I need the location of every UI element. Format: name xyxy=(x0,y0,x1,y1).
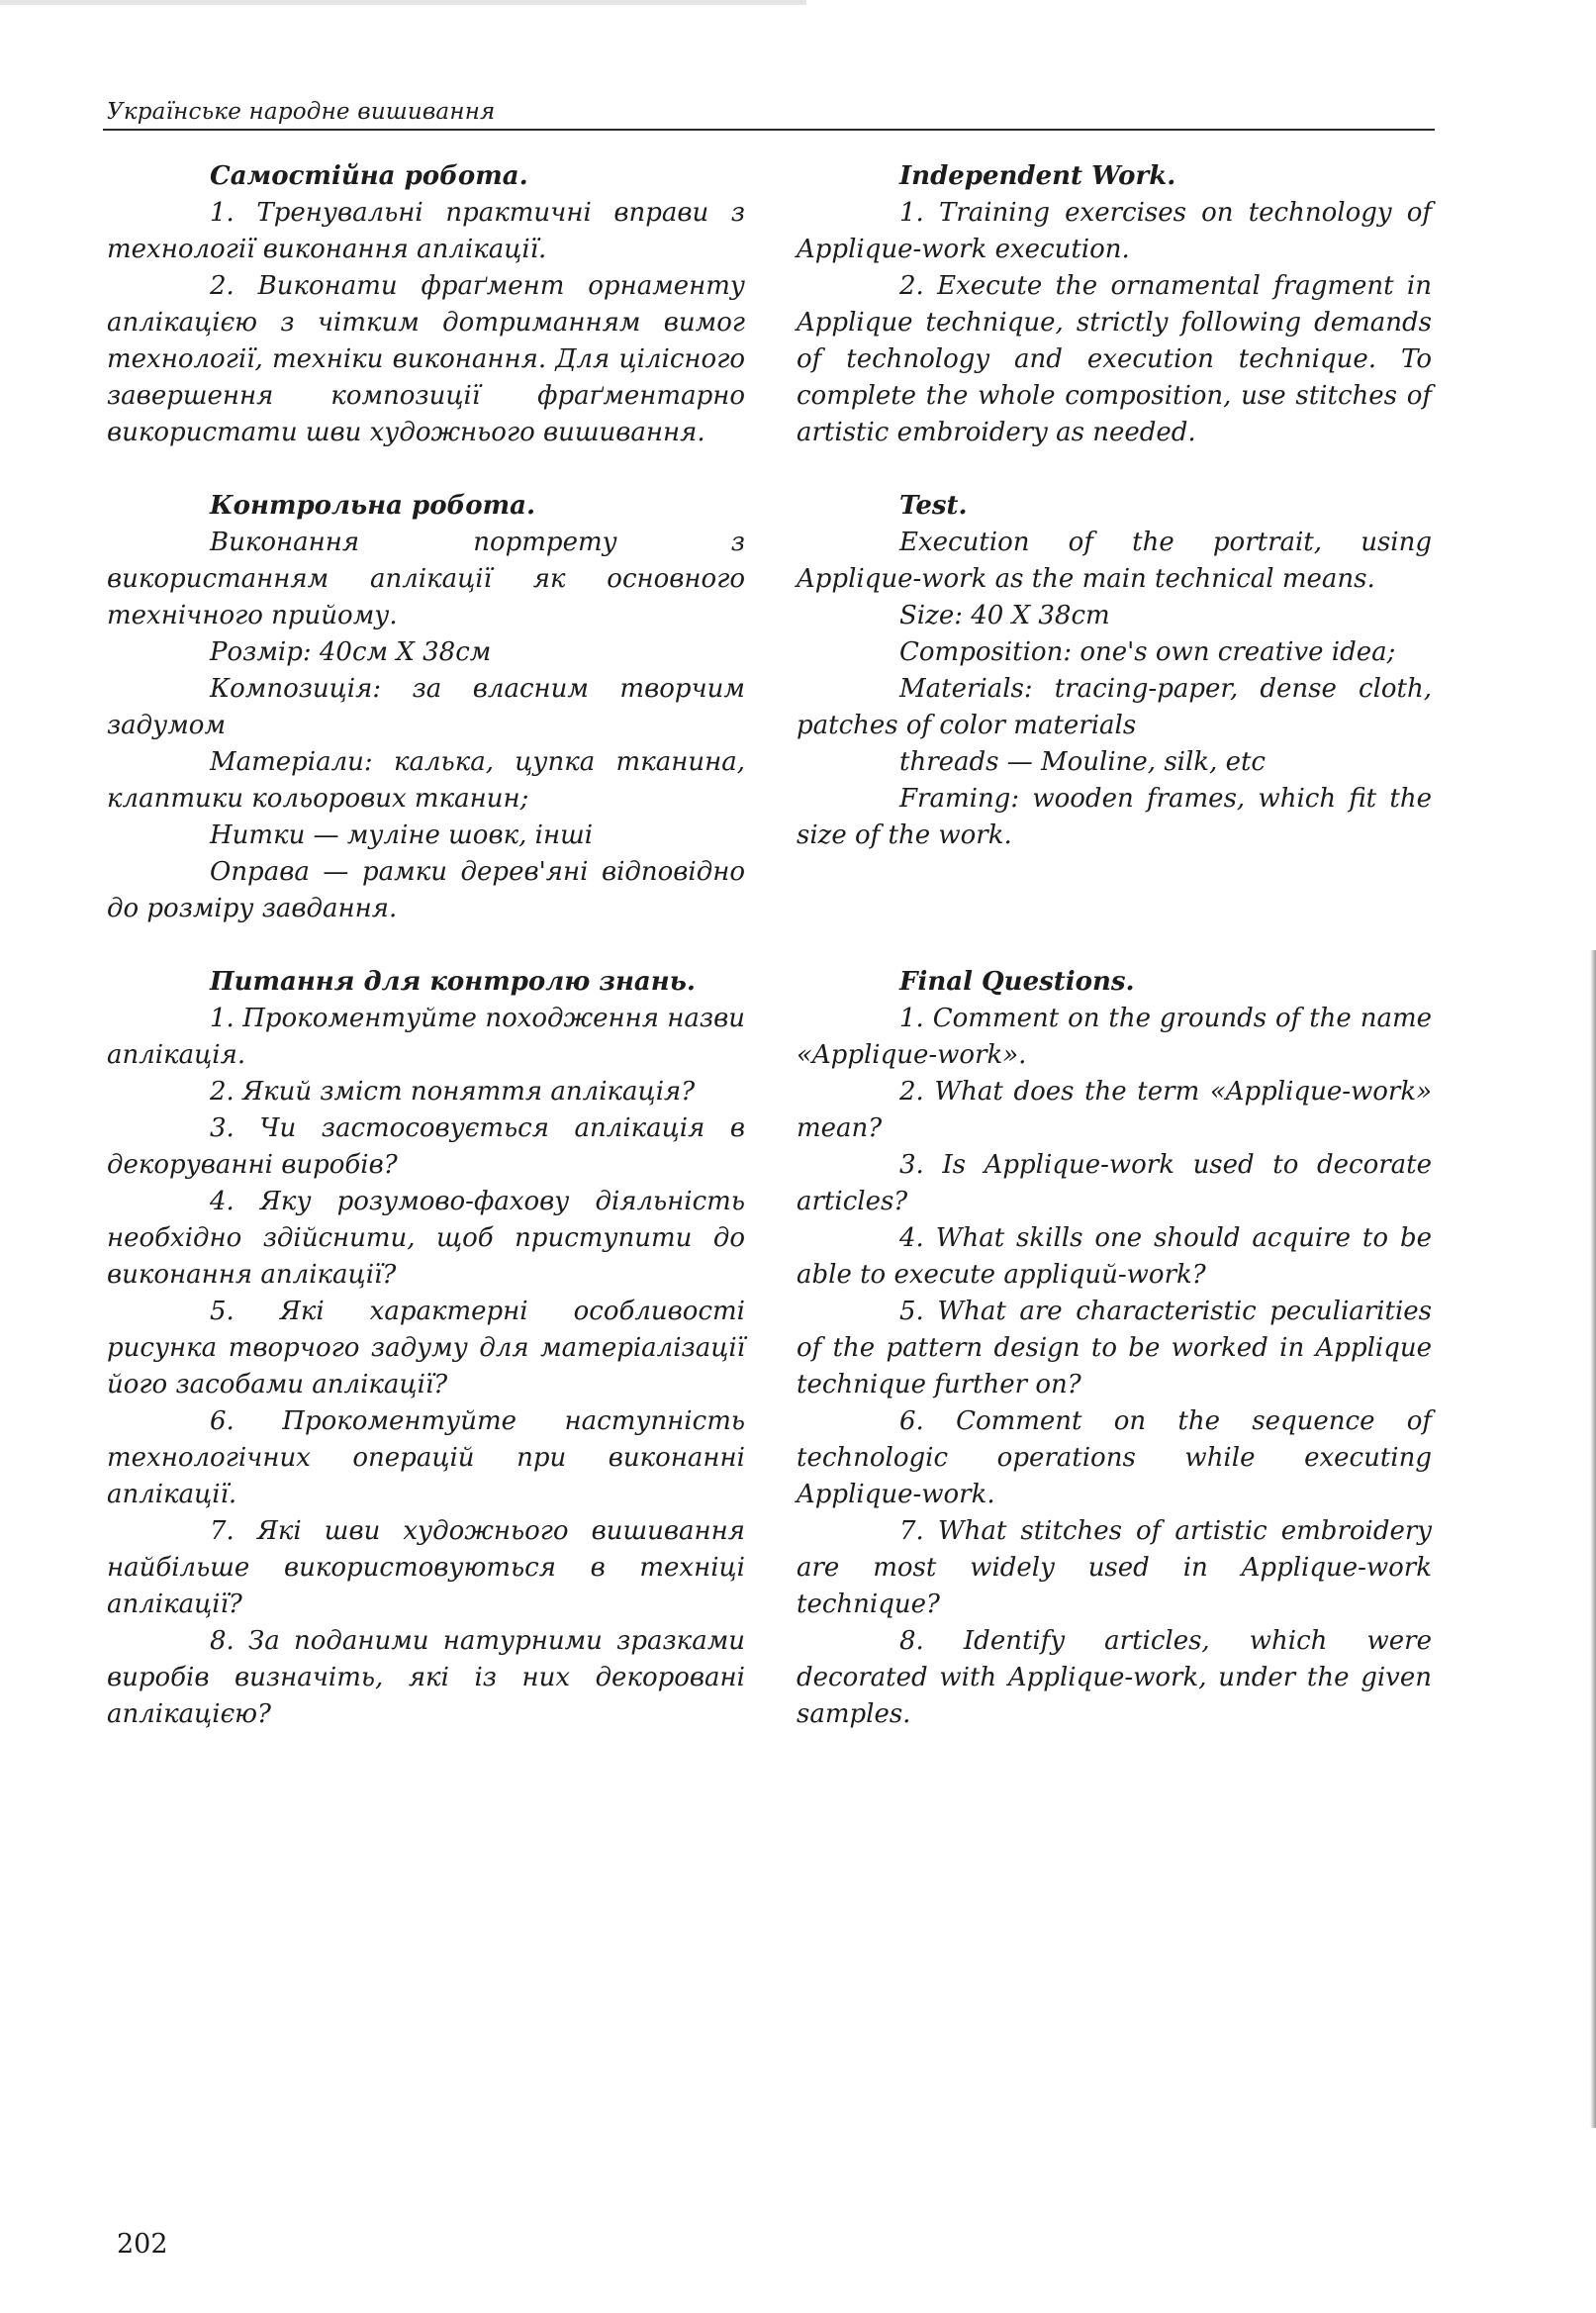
question-item: 4. What skills one should acquire to be able to execute appliquй-work? xyxy=(797,1223,1432,1290)
questions-en xyxy=(797,964,1432,1733)
question-item: 2. Який зміст поняття аплікація? xyxy=(210,1077,696,1107)
test-line: Композиція: за власним творчим задумом xyxy=(107,674,745,740)
test-line: Матеріали: калька, цупка тканина, клаптики кольорових тканин; xyxy=(107,747,745,814)
question-item: 4. Яку розумово-фахову діяльність необхідно здійснити, щоб приступити до виконання аплікації? xyxy=(107,1187,745,1290)
test-line: threads — Mouline, silk, etc xyxy=(899,747,1266,777)
page-number: 202 xyxy=(117,2229,168,2260)
question-item: 8. За поданими натурними зразками виробів визначіть, які із них декоровані аплікацією? xyxy=(107,1626,745,1729)
test-en xyxy=(797,488,1432,854)
test-line: Нитки — муліне шовк, інші xyxy=(210,820,594,850)
independent-work-en xyxy=(797,158,1432,451)
section-title: Test. xyxy=(899,491,968,521)
test-line: Size: 40 X 38cm xyxy=(899,601,1110,630)
header-rule xyxy=(103,129,1435,131)
list-item: 2. Виконати фраґмент орнаменту аплікацією з чітким дотриманням вимог технології, техніки виконання. Для цілісного завершення композиції фраґментарно використати шви художнього вишивання. xyxy=(107,271,745,447)
test-line: Оправа — рамки дерев'яні відповідно до розміру завдання. xyxy=(107,857,745,923)
independent-work-ua xyxy=(107,158,745,451)
test-line: Розмір: 40см X 38см xyxy=(210,637,492,667)
question-item: 1. Прокоментуйте походження назви аплікація. xyxy=(107,1004,745,1070)
section-title: Final Questions. xyxy=(899,967,1135,997)
question-item: 6. Прокоментуйте наступність технологічних операцій при виконанні аплікації. xyxy=(107,1406,745,1509)
question-item: 5. What are characteristic peculiarities of the pattern design to be worked in Applique technique further on? xyxy=(797,1297,1432,1399)
test-line: Execution of the portrait, using Applique-work as the main technical means. xyxy=(797,528,1432,594)
test-ua xyxy=(107,488,745,927)
list-item: 1. Training exercises on technology of Applique-work execution. xyxy=(797,198,1432,264)
question-item: 8. Identify articles, which were decorated with Applique-work, under the given samples. xyxy=(797,1626,1432,1729)
section-title: Контрольна робота. xyxy=(210,491,536,521)
left-column xyxy=(107,158,745,1733)
question-item: 2. What does the term «Applique-work» mean? xyxy=(797,1077,1432,1143)
test-line: Framing: wooden frames, which fit the size of the work. xyxy=(797,784,1432,850)
scan-edge-shadow xyxy=(0,0,806,5)
question-item: 1. Comment on the grounds of the name «Applique-work». xyxy=(797,1004,1432,1070)
questions-ua xyxy=(107,964,745,1733)
question-item: 7. Які шви художнього вишивання найбільше використовуються в техніці аплікації? xyxy=(107,1516,745,1619)
question-item: 5. Які характерні особливості рисунка творчого задуму для матеріалізації його засобами аплікації? xyxy=(107,1297,745,1399)
test-line: Composition: one's own creative idea; xyxy=(899,637,1396,667)
right-column xyxy=(797,158,1432,1733)
test-line: Виконання портрету з використанням аплікації як основного технічного прийому. xyxy=(107,528,745,630)
question-item: 3. Is Applique-work used to decorate articles? xyxy=(797,1150,1432,1216)
running-title: Українське народне вишивання xyxy=(107,99,496,125)
section-title: Питання для контролю знань. xyxy=(210,967,696,997)
section-title: Самостійна робота. xyxy=(210,161,528,191)
question-item: 6. Comment on the sequence of technologic operations while executing Applique-work. xyxy=(797,1406,1432,1509)
question-item: 3. Чи застосовується аплікація в декоруванні виробів? xyxy=(107,1113,745,1180)
binding-edge-shadow xyxy=(1590,950,1596,2128)
list-item: 2. Execute the ornamental fragment in Applique technique, strictly following demands of technology and execution technique. To complete the whole composition, use stitches of artistic embroidery as needed. xyxy=(797,271,1432,447)
question-item: 7. What stitches of artistic embroidery are most widely used in Applique-work technique? xyxy=(797,1516,1432,1619)
list-item: 1. Тренувальні практичні вправи з технології виконання аплікації. xyxy=(107,198,745,264)
section-title: Independent Work. xyxy=(899,161,1176,191)
test-line: Materials: tracing-paper, dense cloth, patches of color materials xyxy=(797,674,1432,740)
